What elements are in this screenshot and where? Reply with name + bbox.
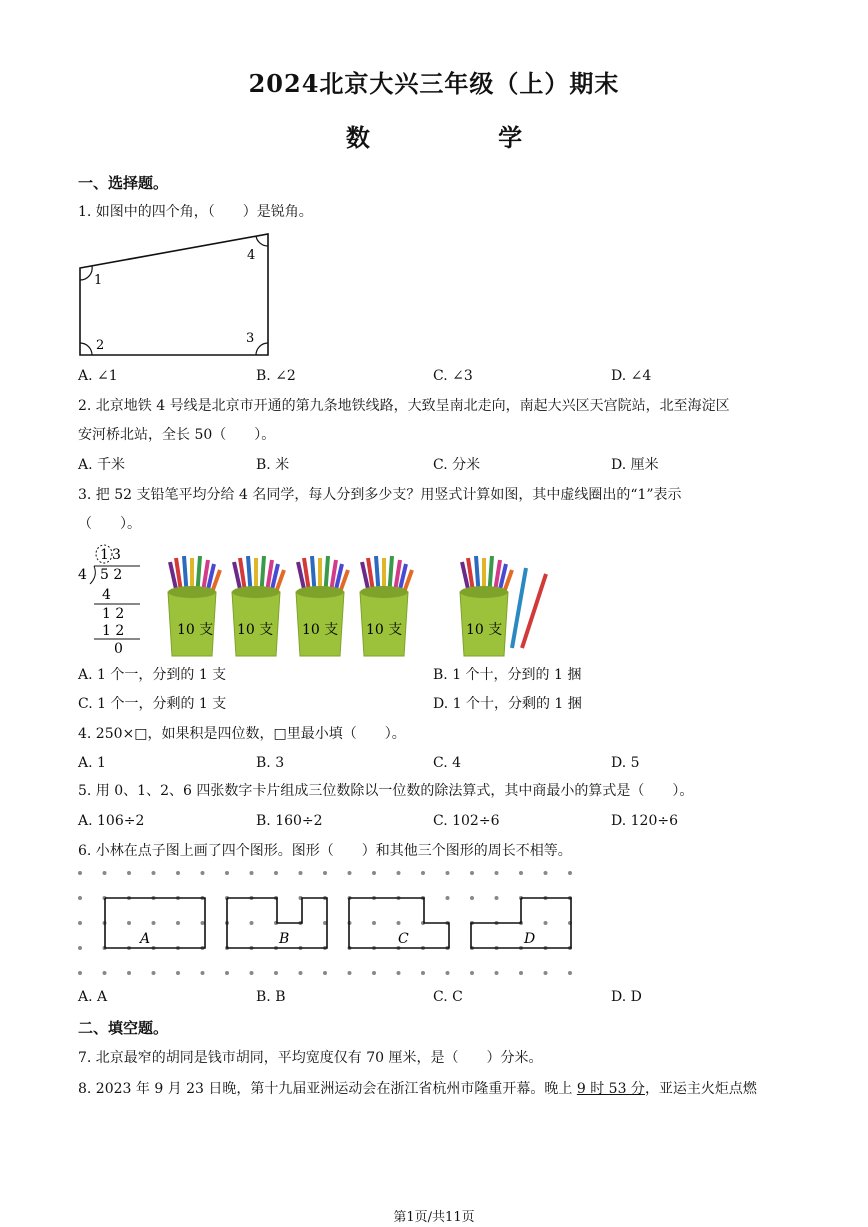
q3-option-a[interactable]: A. 1 个一，分到的 1 支 [78, 667, 227, 683]
q1-option-a[interactable]: A. ∠1 [78, 368, 118, 384]
grid-dot [274, 871, 278, 875]
grid-dot [250, 921, 254, 925]
q4-option-a[interactable]: A. 1 [78, 755, 106, 771]
grid-dot [348, 871, 352, 875]
grid-dot [201, 921, 205, 925]
grid-dot [299, 971, 303, 975]
cup-label: 10 支 [177, 622, 214, 638]
grid-dot [250, 971, 254, 975]
grid-dot [103, 871, 107, 875]
question-5-stem: 5. 用 0、1、2、6 四张数字卡片组成三位数除以一位数的除法算式，其中商最小的算式是（ ）。 [78, 783, 694, 799]
grid-dot [470, 871, 474, 875]
grid-dot [372, 921, 376, 925]
grid-dot [544, 971, 548, 975]
grid-dot [323, 971, 327, 975]
q8-stem-after: ，亚运主火炬点燃 [644, 1081, 757, 1097]
question-3-stem-line1: 3. 把 52 支铅笔平均分给 4 名同学，每人分到多少支？用竖式计算如图，其中虚线圈出的“1”表示 [78, 487, 682, 503]
q2-option-c[interactable]: C. 分米 [433, 457, 481, 473]
grid-dot [519, 971, 523, 975]
grid-dot [127, 871, 131, 875]
page-title: 2024北京大兴三年级（上）期末 [248, 69, 620, 98]
grid-dot [201, 971, 205, 975]
grid-dot [446, 896, 450, 900]
dividend: 5 2 [100, 567, 123, 583]
cup-label: 10 支 [237, 622, 274, 638]
quotient-digit: 3 [112, 547, 121, 563]
shape-b [227, 898, 327, 948]
question-1-stem: 1. 如图中的四个角，（ ）是锐角。 [78, 204, 313, 220]
shape-label-b: B [279, 931, 290, 947]
grid-dot [446, 871, 450, 875]
angle-label-3: 3 [246, 331, 255, 346]
grid-dot [372, 871, 376, 875]
question-2-stem-line1: 2. 北京地铁 4 号线是北京市开通的第九条地铁线路，大致呈南北走向，南起大兴区天宫院站，北至海淀区 [78, 398, 730, 414]
remainder: 0 [114, 641, 123, 657]
q6-option-c[interactable]: C. C [433, 989, 463, 1005]
angle-label-4: 4 [247, 248, 256, 263]
grid-dot [250, 871, 254, 875]
question-7-stem: 7. 北京最窄的胡同是钱市胡同，平均宽度仅有 70 厘米，是（ ）分米。 [78, 1050, 543, 1066]
pencil-cup [360, 556, 412, 656]
q5-option-a[interactable]: A. 106÷2 [78, 813, 145, 829]
grid-dot [176, 871, 180, 875]
grid-dot [446, 971, 450, 975]
grid-dot [421, 871, 425, 875]
step-subtract-1: 4 [102, 587, 111, 603]
q5-option-b[interactable]: B. 160÷2 [256, 813, 323, 829]
q2-option-a[interactable]: A. 千米 [78, 457, 126, 473]
q1-option-c[interactable]: C. ∠3 [433, 368, 473, 384]
grid-dot [152, 921, 156, 925]
grid-dot [397, 871, 401, 875]
pencil-cup [232, 556, 284, 656]
grid-dot [372, 971, 376, 975]
q6-option-a[interactable]: A. A [78, 989, 108, 1005]
grid-dot [176, 971, 180, 975]
long-division-figure [74, 542, 154, 657]
grid-dot [299, 871, 303, 875]
cup-label: 10 支 [366, 622, 403, 638]
page-subtitle: 数 学 [345, 123, 583, 152]
grid-dot [201, 871, 205, 875]
grid-dot [225, 871, 229, 875]
q6-option-b[interactable]: B. B [256, 989, 286, 1005]
pencil-cup [296, 556, 348, 656]
grid-dot [519, 871, 523, 875]
grid-dot [152, 971, 156, 975]
grid-dot [495, 971, 499, 975]
quotient-circled-digit: 1 [100, 547, 109, 563]
grid-dot [470, 971, 474, 975]
step-subtract-2: 1 2 [102, 623, 125, 639]
q4-option-c[interactable]: C. 4 [433, 755, 462, 771]
grid-dot [127, 921, 131, 925]
grid-dot [78, 871, 82, 875]
q8-stem-time: 9 时 53 分 [576, 1081, 645, 1097]
q5-option-d[interactable]: D. 120÷6 [611, 813, 678, 829]
grid-dot [544, 921, 548, 925]
shape-d [471, 898, 571, 948]
grid-dot [103, 971, 107, 975]
grid-dot [397, 921, 401, 925]
pencil-cups-figure [160, 552, 560, 662]
grid-dot [568, 871, 572, 875]
divisor: 4 [78, 567, 87, 583]
cup-label: 10 支 [466, 622, 503, 638]
q4-option-b[interactable]: B. 3 [256, 755, 285, 771]
q2-option-b[interactable]: B. 米 [256, 457, 290, 473]
pencil-cup [168, 556, 220, 656]
dot-grid-figure [76, 866, 596, 984]
q2-option-d[interactable]: D. 厘米 [611, 457, 659, 473]
section-heading-fill: 二、填空题。 [78, 1019, 169, 1037]
angle-label-2: 2 [96, 338, 105, 353]
grid-dot [495, 896, 499, 900]
question-6-stem: 6. 小林在点子图上画了四个图形。图形（ ）和其他三个图形的周长不相等。 [78, 843, 572, 859]
question-3-stem-line2: （ ）。 [78, 516, 141, 532]
question-4-stem: 4. 250×□，如果积是四位数，□里最小填（ ）。 [78, 726, 406, 742]
quadrilateral-figure [76, 230, 276, 360]
q8-stem-before: 8. 2023 年 9 月 23 日晚，第十九届亚洲运动会在浙江省杭州市隆重开幕。晚上 [78, 1081, 577, 1097]
grid-dot [421, 971, 425, 975]
grid-dot [397, 971, 401, 975]
grid-dot [470, 896, 474, 900]
grid-dot [78, 971, 82, 975]
question-8-stem [78, 1079, 757, 1099]
grid-dot [152, 871, 156, 875]
shape-label-d: D [524, 931, 536, 947]
q3-option-c[interactable]: C. 1 个一，分剩的 1 支 [78, 696, 227, 712]
page-number: 第1页/共11页 [393, 1210, 475, 1225]
grid-dot [544, 871, 548, 875]
grid-dot [568, 971, 572, 975]
q6-option-d[interactable]: D. D [611, 989, 642, 1005]
section-heading-choice: 一、选择题。 [78, 174, 169, 192]
pencil-cup [460, 556, 512, 656]
q3-option-b[interactable]: B. 1 个十，分到的 1 捆 [433, 667, 582, 683]
q1-option-d[interactable]: D. ∠4 [611, 368, 652, 384]
angle-label-1: 1 [94, 273, 103, 288]
grid-dot [323, 871, 327, 875]
shape-label-a: A [140, 931, 151, 947]
q1-option-b[interactable]: B. ∠2 [256, 368, 296, 384]
grid-dot [176, 921, 180, 925]
shape-label-c: C [398, 931, 409, 947]
question-2-stem-line2: 安河桥北站，全长 50（ ）。 [78, 427, 276, 443]
grid-dot [348, 971, 352, 975]
q5-option-c[interactable]: C. 102÷6 [433, 813, 500, 829]
grid-dot [78, 946, 82, 950]
q4-option-d[interactable]: D. 5 [611, 755, 640, 771]
step-bring-down: 1 2 [102, 606, 125, 622]
q3-option-d[interactable]: D. 1 个十，分剩的 1 捆 [433, 696, 582, 712]
grid-dot [225, 971, 229, 975]
cup-label: 10 支 [302, 622, 339, 638]
loose-pencil-red [522, 574, 546, 648]
grid-dot [78, 921, 82, 925]
grid-dot [78, 896, 82, 900]
grid-dot [127, 971, 131, 975]
grid-dot [495, 871, 499, 875]
grid-dot [274, 971, 278, 975]
